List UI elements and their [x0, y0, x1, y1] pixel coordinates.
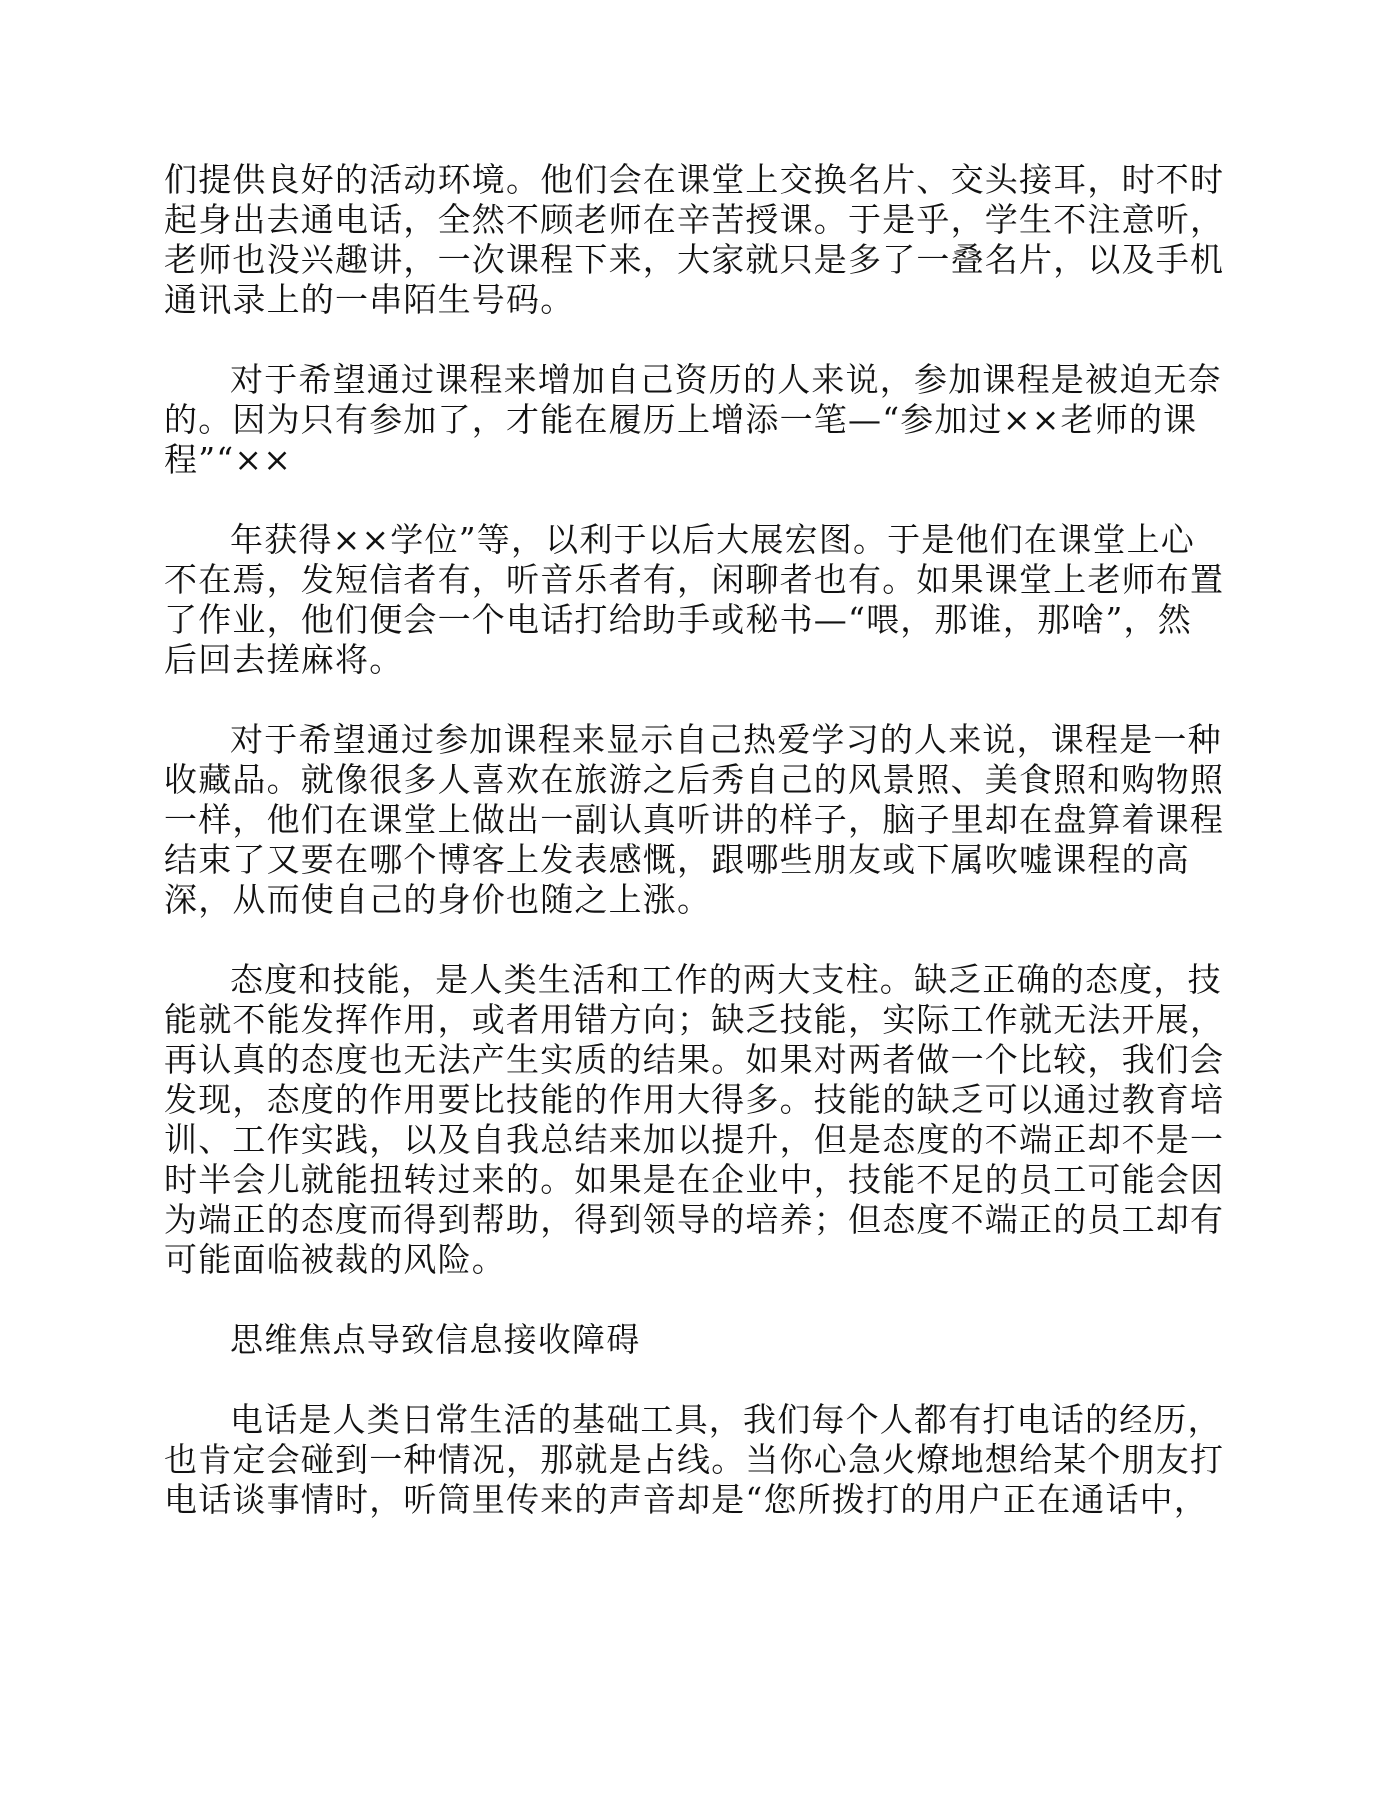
- paragraph: 态度和技能，是人类生活和工作的两大支柱。缺乏正确的态度，技能就不能发挥作用，或者用错方向；缺乏技能，实际工作就无法开展，再认真的态度也无法产生实质的结果。如果对两者做一个比较，我们会发现，态度的作用要比技能的作用大得多。技能的缺乏可以通过教育培训、工作实践，以及自我总结来加以提升，但是态度的不端正却不是一时半会儿就能扭转过来的。如果是在企业中，技能不足的员工可能会因为端正的态度而得到帮助，得到领导的培养；但态度不端正的员工却有可能面临被裁的风险。: [164, 960, 1225, 1279]
- paragraph: 电话是人类日常生活的基础工具，我们每个人都有打电话的经历，也肯定会碰到一种情况，那就是占线。当你心急火燎地想给某个朋友打电话谈事情时，听筒里传来的声音却是“您所拨打的用户正在通话中，: [164, 1400, 1225, 1519]
- section-heading: 思维焦点导致信息接收障碍: [230, 1320, 641, 1359]
- body-text: [164, 160, 1226, 1520]
- paragraph-continuation: 们提供良好的活动环境。他们会在课堂上交换名片、交头接耳，时不时起身出去通电话，全然不顾老师在辛苦授课。于是乎，学生不注意听，老师也没兴趣讲，一次课程下来，大家就只是多了一叠名片，以及手机通讯录上的一串陌生号码。: [164, 160, 1225, 319]
- paragraph: 年获得××学位”等，以利于以后大展宏图。于是他们在课堂上心不在焉，发短信者有，听音乐者有，闲聊者也有。如果课堂上老师布置了作业，他们便会一个电话打给助手或秘书—“喂，那谁，那啥”，然后回去搓麻将。: [164, 520, 1225, 679]
- paragraph: 对于希望通过参加课程来显示自己热爱学习的人来说，课程是一种收藏品。就像很多人喜欢在旅游之后秀自己的风景照、美食照和购物照一样，他们在课堂上做出一副认真听讲的样子，脑子里却在盘算着课程结束了又要在哪个博客上发表感慨，跟哪些朋友或下属吹嘘课程的高深，从而使自己的身价也随之上涨。: [164, 720, 1225, 919]
- paragraph: 对于希望通过课程来增加自己资历的人来说，参加课程是被迫无奈的。因为只有参加了，才能在履历上增添一笔—“参加过××老师的课程”“××: [164, 360, 1222, 479]
